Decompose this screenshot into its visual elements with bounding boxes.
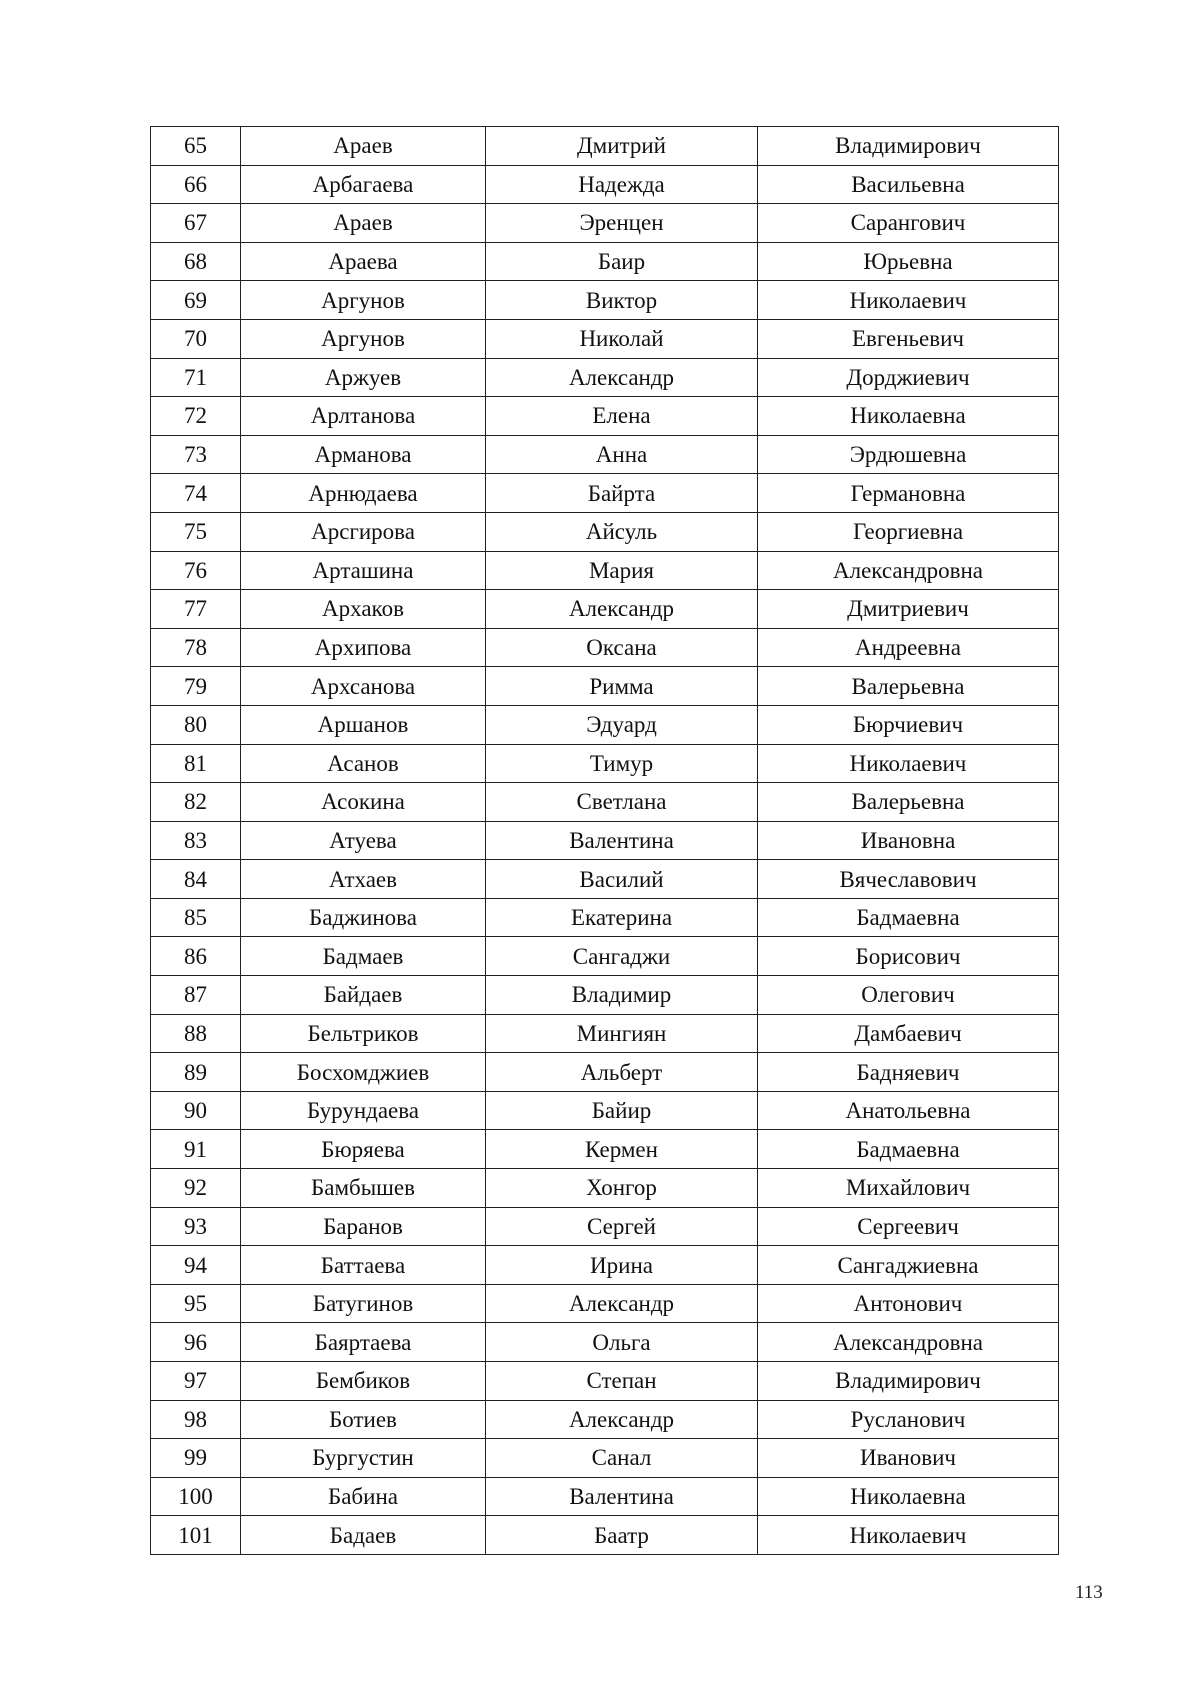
- first-name-cell: Хонгор: [486, 1169, 758, 1208]
- row-number-cell: 76: [151, 551, 241, 590]
- patronymic-cell: Владимирович: [758, 127, 1059, 166]
- row-number-cell: 100: [151, 1477, 241, 1516]
- first-name-cell: Дмитрий: [486, 127, 758, 166]
- patronymic-cell: Андреевна: [758, 628, 1059, 667]
- table-row: [151, 1284, 1059, 1323]
- surname-cell: Арсгирова: [241, 512, 486, 551]
- surname-cell: Баджинова: [241, 898, 486, 937]
- row-number-cell: 75: [151, 512, 241, 551]
- surname-cell: Асокина: [241, 783, 486, 822]
- patronymic-cell: Дмитриевич: [758, 590, 1059, 629]
- patronymic-cell: Вячеславович: [758, 860, 1059, 899]
- surname-cell: Баттаева: [241, 1246, 486, 1285]
- patronymic-cell: Евгеньевич: [758, 319, 1059, 358]
- row-number-cell: 91: [151, 1130, 241, 1169]
- first-name-cell: Екатерина: [486, 898, 758, 937]
- patronymic-cell: Николаевич: [758, 744, 1059, 783]
- patronymic-cell: Валерьевна: [758, 783, 1059, 822]
- first-name-cell: Баатр: [486, 1516, 758, 1555]
- row-number-cell: 67: [151, 204, 241, 243]
- surname-cell: Атуева: [241, 821, 486, 860]
- row-number-cell: 68: [151, 242, 241, 281]
- surname-cell: Бабина: [241, 1477, 486, 1516]
- patronymic-cell: Иванович: [758, 1439, 1059, 1478]
- first-name-cell: Римма: [486, 667, 758, 706]
- row-number-cell: 65: [151, 127, 241, 166]
- table-row: [151, 744, 1059, 783]
- patronymic-cell: Николаевна: [758, 1477, 1059, 1516]
- first-name-cell: Николай: [486, 319, 758, 358]
- row-number-cell: 85: [151, 898, 241, 937]
- table-row: [151, 474, 1059, 513]
- first-name-cell: Александр: [486, 1284, 758, 1323]
- table-row: [151, 1246, 1059, 1285]
- table-row: [151, 783, 1059, 822]
- surname-cell: Араева: [241, 242, 486, 281]
- table-row: [151, 358, 1059, 397]
- surname-cell: Арманова: [241, 435, 486, 474]
- first-name-cell: Байир: [486, 1091, 758, 1130]
- patronymic-cell: Олегович: [758, 976, 1059, 1015]
- row-number-cell: 96: [151, 1323, 241, 1362]
- surname-cell: Бурундаева: [241, 1091, 486, 1130]
- patronymic-cell: Борисович: [758, 937, 1059, 976]
- patronymic-cell: Сарангович: [758, 204, 1059, 243]
- table-row: [151, 512, 1059, 551]
- surname-cell: Байдаев: [241, 976, 486, 1015]
- patronymic-cell: Александровна: [758, 551, 1059, 590]
- row-number-cell: 83: [151, 821, 241, 860]
- row-number-cell: 78: [151, 628, 241, 667]
- first-name-cell: Виктор: [486, 281, 758, 320]
- first-name-cell: Надежда: [486, 165, 758, 204]
- patronymic-cell: Эрдюшевна: [758, 435, 1059, 474]
- patronymic-cell: Александровна: [758, 1323, 1059, 1362]
- surname-cell: Аржуев: [241, 358, 486, 397]
- table-row: [151, 435, 1059, 474]
- table-row: [151, 1323, 1059, 1362]
- patronymic-cell: Георгиевна: [758, 512, 1059, 551]
- surname-cell: Бадмаев: [241, 937, 486, 976]
- patronymic-cell: Русланович: [758, 1400, 1059, 1439]
- first-name-cell: Василий: [486, 860, 758, 899]
- first-name-cell: Александр: [486, 1400, 758, 1439]
- patronymic-cell: Дорджиевич: [758, 358, 1059, 397]
- table-row: [151, 937, 1059, 976]
- surname-cell: Батугинов: [241, 1284, 486, 1323]
- patronymic-cell: Бадмаевна: [758, 898, 1059, 937]
- row-number-cell: 93: [151, 1207, 241, 1246]
- first-name-cell: Альберт: [486, 1053, 758, 1092]
- first-name-cell: Валентина: [486, 1477, 758, 1516]
- surname-cell: Бамбышев: [241, 1169, 486, 1208]
- first-name-cell: Елена: [486, 397, 758, 436]
- table-row: [151, 551, 1059, 590]
- patronymic-cell: Михайлович: [758, 1169, 1059, 1208]
- table-row: [151, 590, 1059, 629]
- table-row: [151, 1014, 1059, 1053]
- patronymic-cell: Николаевна: [758, 397, 1059, 436]
- patronymic-cell: Бадняевич: [758, 1053, 1059, 1092]
- row-number-cell: 74: [151, 474, 241, 513]
- patronymic-cell: Васильевна: [758, 165, 1059, 204]
- page-number: 113: [1075, 1582, 1103, 1603]
- first-name-cell: Байрта: [486, 474, 758, 513]
- surname-cell: Архсанова: [241, 667, 486, 706]
- table-row: [151, 1477, 1059, 1516]
- patronymic-cell: Антонович: [758, 1284, 1059, 1323]
- table-row: [151, 204, 1059, 243]
- row-number-cell: 72: [151, 397, 241, 436]
- table-row: [151, 281, 1059, 320]
- first-name-cell: Анна: [486, 435, 758, 474]
- table-row: [151, 1516, 1059, 1555]
- first-name-cell: Владимир: [486, 976, 758, 1015]
- row-number-cell: 71: [151, 358, 241, 397]
- table-row: [151, 397, 1059, 436]
- table-row: [151, 860, 1059, 899]
- table-row: [151, 1091, 1059, 1130]
- surname-cell: Арнюдаева: [241, 474, 486, 513]
- surname-cell: Аршанов: [241, 705, 486, 744]
- patronymic-cell: Ивановна: [758, 821, 1059, 860]
- table-row: [151, 1169, 1059, 1208]
- patronymic-cell: Сангаджиевна: [758, 1246, 1059, 1285]
- patronymic-cell: Бюрчиевич: [758, 705, 1059, 744]
- row-number-cell: 97: [151, 1362, 241, 1401]
- first-name-cell: Эренцен: [486, 204, 758, 243]
- row-number-cell: 94: [151, 1246, 241, 1285]
- patronymic-cell: Анатольевна: [758, 1091, 1059, 1130]
- row-number-cell: 81: [151, 744, 241, 783]
- surname-cell: Араев: [241, 127, 486, 166]
- patronymic-cell: Сергеевич: [758, 1207, 1059, 1246]
- patronymic-cell: Валерьевна: [758, 667, 1059, 706]
- table-row: [151, 667, 1059, 706]
- first-name-cell: Баир: [486, 242, 758, 281]
- patronymic-cell: Юрьевна: [758, 242, 1059, 281]
- name-list-table: [150, 126, 1059, 1555]
- patronymic-cell: Владимирович: [758, 1362, 1059, 1401]
- row-number-cell: 101: [151, 1516, 241, 1555]
- name-list-body: [151, 127, 1059, 1555]
- surname-cell: Босхомджиев: [241, 1053, 486, 1092]
- row-number-cell: 66: [151, 165, 241, 204]
- row-number-cell: 95: [151, 1284, 241, 1323]
- surname-cell: Бюряева: [241, 1130, 486, 1169]
- table-row: [151, 1400, 1059, 1439]
- first-name-cell: Кермен: [486, 1130, 758, 1169]
- table-row: [151, 821, 1059, 860]
- patronymic-cell: Николаевич: [758, 281, 1059, 320]
- surname-cell: Атхаев: [241, 860, 486, 899]
- first-name-cell: Сергей: [486, 1207, 758, 1246]
- first-name-cell: Светлана: [486, 783, 758, 822]
- table-row: [151, 1130, 1059, 1169]
- surname-cell: Бадаев: [241, 1516, 486, 1555]
- row-number-cell: 77: [151, 590, 241, 629]
- surname-cell: Баяртаева: [241, 1323, 486, 1362]
- row-number-cell: 69: [151, 281, 241, 320]
- surname-cell: Аргунов: [241, 319, 486, 358]
- patronymic-cell: Николаевич: [758, 1516, 1059, 1555]
- table-row: [151, 319, 1059, 358]
- table-row: [151, 1207, 1059, 1246]
- surname-cell: Баранов: [241, 1207, 486, 1246]
- first-name-cell: Оксана: [486, 628, 758, 667]
- surname-cell: Ботиев: [241, 1400, 486, 1439]
- row-number-cell: 79: [151, 667, 241, 706]
- table-row: [151, 976, 1059, 1015]
- table-row: [151, 1362, 1059, 1401]
- row-number-cell: 70: [151, 319, 241, 358]
- first-name-cell: Санал: [486, 1439, 758, 1478]
- patronymic-cell: Дамбаевич: [758, 1014, 1059, 1053]
- first-name-cell: Айсуль: [486, 512, 758, 551]
- table-row: [151, 898, 1059, 937]
- surname-cell: Архаков: [241, 590, 486, 629]
- surname-cell: Бельтриков: [241, 1014, 486, 1053]
- patronymic-cell: Германовна: [758, 474, 1059, 513]
- table-row: [151, 1439, 1059, 1478]
- surname-cell: Аргунов: [241, 281, 486, 320]
- surname-cell: Араев: [241, 204, 486, 243]
- row-number-cell: 87: [151, 976, 241, 1015]
- first-name-cell: Эдуард: [486, 705, 758, 744]
- row-number-cell: 90: [151, 1091, 241, 1130]
- table-row: [151, 127, 1059, 166]
- row-number-cell: 84: [151, 860, 241, 899]
- surname-cell: Асанов: [241, 744, 486, 783]
- row-number-cell: 80: [151, 705, 241, 744]
- first-name-cell: Александр: [486, 358, 758, 397]
- first-name-cell: Валентина: [486, 821, 758, 860]
- surname-cell: Арлтанова: [241, 397, 486, 436]
- row-number-cell: 89: [151, 1053, 241, 1092]
- first-name-cell: Ольга: [486, 1323, 758, 1362]
- surname-cell: Арбагаева: [241, 165, 486, 204]
- first-name-cell: Степан: [486, 1362, 758, 1401]
- row-number-cell: 99: [151, 1439, 241, 1478]
- first-name-cell: Александр: [486, 590, 758, 629]
- row-number-cell: 88: [151, 1014, 241, 1053]
- table-row: [151, 242, 1059, 281]
- surname-cell: Арташина: [241, 551, 486, 590]
- first-name-cell: Сангаджи: [486, 937, 758, 976]
- table-row: [151, 1053, 1059, 1092]
- row-number-cell: 86: [151, 937, 241, 976]
- table-row: [151, 628, 1059, 667]
- surname-cell: Бембиков: [241, 1362, 486, 1401]
- row-number-cell: 82: [151, 783, 241, 822]
- first-name-cell: Ирина: [486, 1246, 758, 1285]
- first-name-cell: Мария: [486, 551, 758, 590]
- surname-cell: Бургустин: [241, 1439, 486, 1478]
- surname-cell: Архипова: [241, 628, 486, 667]
- first-name-cell: Мингиян: [486, 1014, 758, 1053]
- patronymic-cell: Бадмаевна: [758, 1130, 1059, 1169]
- table-row: [151, 165, 1059, 204]
- row-number-cell: 92: [151, 1169, 241, 1208]
- first-name-cell: Тимур: [486, 744, 758, 783]
- row-number-cell: 73: [151, 435, 241, 474]
- row-number-cell: 98: [151, 1400, 241, 1439]
- table-row: [151, 705, 1059, 744]
